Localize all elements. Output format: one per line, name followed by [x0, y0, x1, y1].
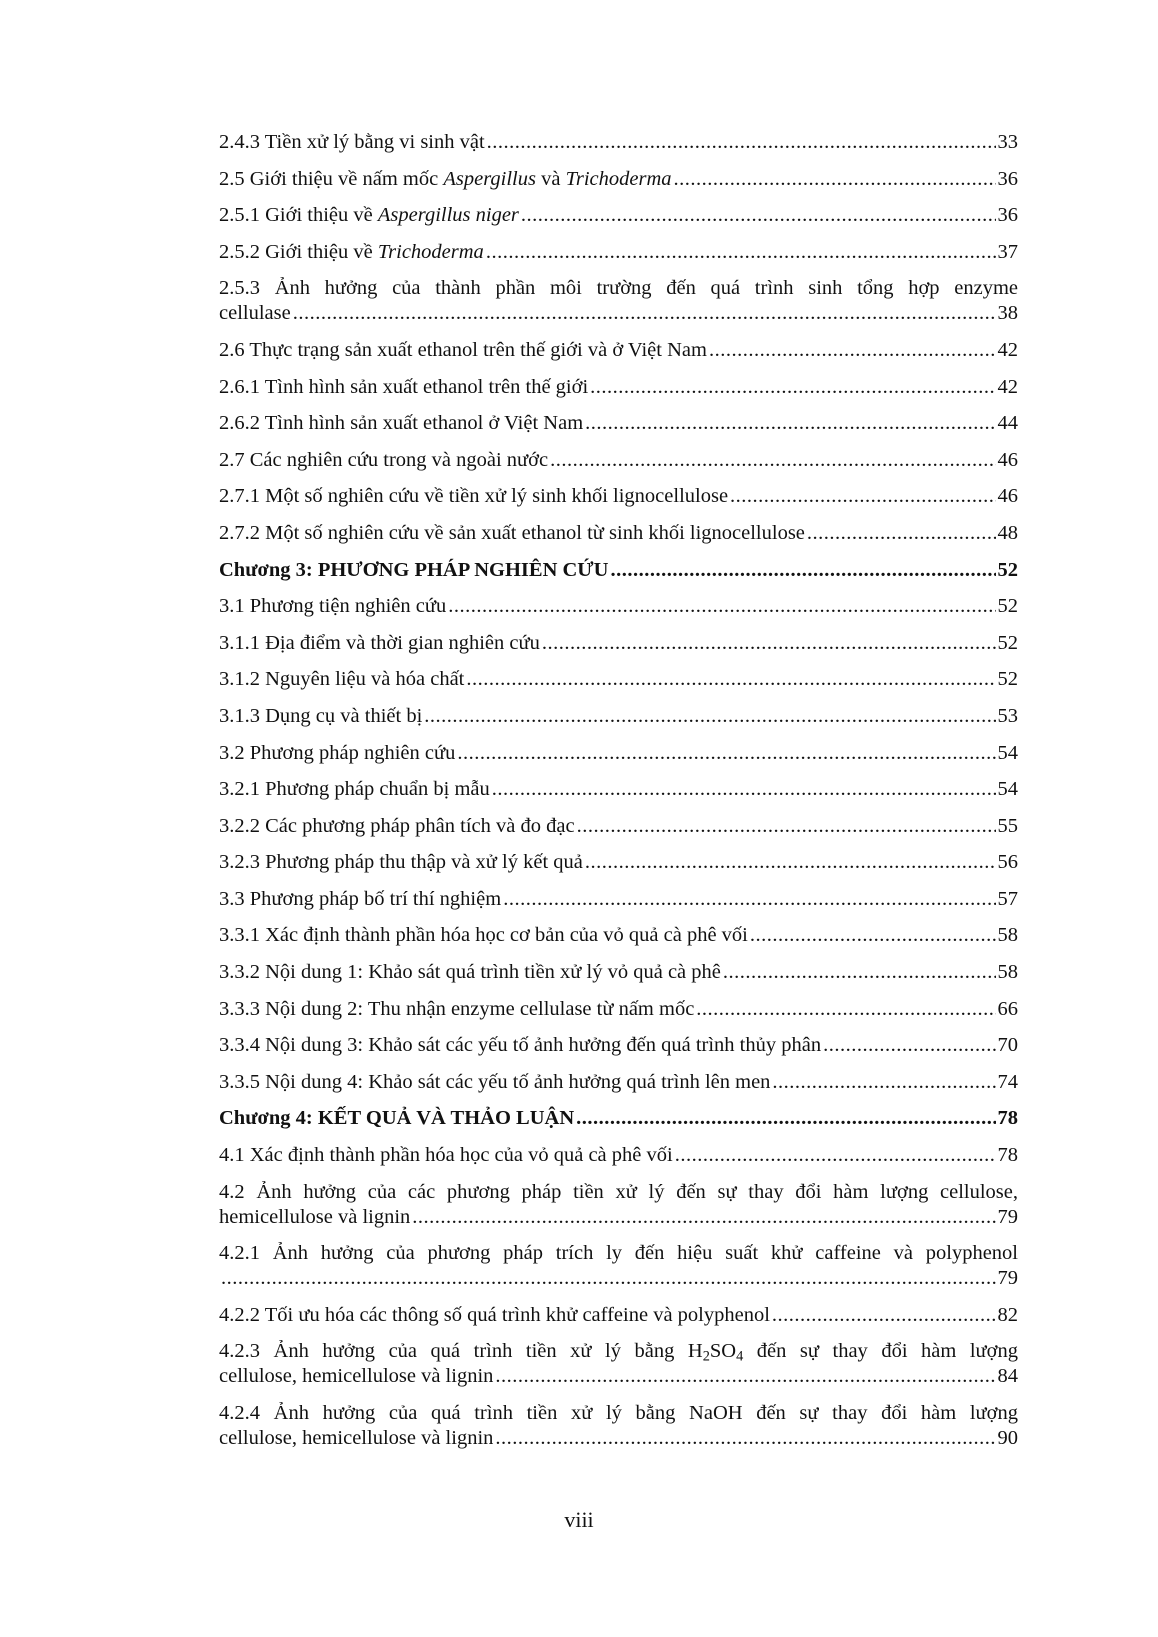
- toc-page-number: 36: [997, 167, 1018, 190]
- toc-entry-title: [219, 448, 548, 473]
- toc-text: 4.2.2 Tối ưu hóa các thông số quá trình khử caffeine và polyphenol: [219, 1303, 770, 1326]
- toc-entry[interactable]: [219, 741, 1018, 766]
- toc-text: 3.3.1 Xác định thành phần hóa học cơ bản của vỏ quả cà phê vối: [219, 924, 748, 947]
- toc-page-number: 46: [997, 448, 1018, 471]
- toc-entry[interactable]: [219, 1303, 1018, 1328]
- toc-page-number: 90: [997, 1427, 1018, 1449]
- toc-text: 3.3.4 Nội dung 3: Khảo sát các yếu tố ảnh hưởng đến quá trình thủy phân: [219, 1034, 822, 1057]
- toc-text: Chương 3: PHƯƠNG PHÁP NGHIÊN CỨU: [219, 558, 609, 581]
- toc-entry-title: [219, 167, 672, 192]
- toc-entry[interactable]: [219, 130, 1018, 155]
- toc-entry-row: [219, 558, 1018, 583]
- toc-entry-title-line: [219, 1339, 1018, 1364]
- toc-entry-title: [219, 704, 422, 729]
- toc-entry-row: [219, 777, 1018, 802]
- toc-text: cellulose, hemicellulose và lignin: [219, 1427, 494, 1449]
- toc-entry[interactable]: [219, 704, 1018, 729]
- toc-dot-leader: [674, 167, 996, 192]
- toc-text: 2.7.2 Một số nghiên cứu về sản xuất ethanol từ sinh khối lignocellulose: [219, 521, 805, 544]
- toc-entry-row: [219, 448, 1018, 473]
- toc-dot-leader: [550, 448, 995, 473]
- toc-entry-row: [219, 1266, 1018, 1291]
- toc-dot-leader: [521, 203, 996, 228]
- toc-dot-leader: [772, 1070, 995, 1095]
- toc-page-number: 57: [997, 887, 1018, 910]
- toc-entry-row: [219, 1143, 1018, 1168]
- toc-entry-row: [219, 338, 1018, 363]
- toc-page-number: 74: [997, 1070, 1018, 1093]
- toc-page-number: 70: [997, 1034, 1018, 1057]
- toc-text: 3.3 Phương pháp bố trí thí nghiệm: [219, 887, 502, 910]
- toc-italic-text: Aspergillus niger: [377, 204, 519, 227]
- toc-entry-title: [219, 1426, 493, 1451]
- toc-entry[interactable]: [219, 997, 1018, 1022]
- toc-entry-title: [219, 301, 291, 326]
- toc-dot-leader: [772, 1303, 996, 1328]
- toc-entry-row: [219, 1303, 1018, 1328]
- toc-entry[interactable]: [219, 167, 1018, 192]
- toc-dot-leader: [807, 521, 996, 546]
- toc-entry-title: [219, 850, 583, 875]
- toc-text: 3.2.3 Phương pháp thu thập và xử lý kết quả: [219, 851, 583, 874]
- toc-entry-row: [219, 484, 1018, 509]
- toc-page-number: 78: [997, 1144, 1018, 1167]
- toc-dot-leader: [576, 1106, 995, 1131]
- toc-entry-title: [219, 960, 721, 985]
- toc-text: 2.6.1 Tình hình sản xuất ethanol trên thế giới: [219, 375, 589, 398]
- toc-dot-leader: [709, 338, 996, 363]
- toc-entry-title: [219, 1106, 574, 1131]
- toc-page-number: 52: [997, 558, 1018, 581]
- toc-text: 2.4.3 Tiền xử lý bằng vi sinh vật: [219, 131, 485, 153]
- toc-text: 3.2.1 Phương pháp chuẩn bị mẫu: [219, 778, 490, 801]
- toc-text: hemicellulose và lignin: [219, 1205, 411, 1228]
- toc-page-number: 37: [997, 240, 1018, 263]
- toc-entry-title: [219, 203, 519, 228]
- toc-entry-title: [219, 338, 707, 363]
- toc-entry-row: [219, 1364, 1018, 1389]
- toc-page-number: 36: [997, 204, 1018, 227]
- toc-entry-title: [219, 484, 728, 509]
- toc-italic-text: Aspergillus: [443, 167, 536, 190]
- toc-entry-title: [219, 521, 805, 546]
- toc-dot-leader: [503, 887, 995, 912]
- toc-page-number: 82: [997, 1303, 1018, 1326]
- toc-entry-title-line: 4.2 Ảnh hưởng của các phương pháp tiền xử lý đến sự thay đổi hàm lượng cellulose,: [219, 1180, 1018, 1203]
- toc-entry-title: [219, 997, 694, 1022]
- toc-dot-leader: [585, 850, 996, 875]
- toc-entry[interactable]: [219, 521, 1018, 546]
- toc-page-number: 53: [997, 704, 1018, 727]
- toc-entry[interactable]: [219, 1401, 1018, 1451]
- toc-dot-leader: [577, 814, 996, 839]
- toc-text: 3.3.3 Nội dung 2: Thu nhận enzyme cellulase từ nấm mốc: [219, 997, 695, 1020]
- toc-entry[interactable]: [219, 631, 1018, 656]
- toc-text: 3.3.2 Nội dung 1: Khảo sát quá trình tiền xử lý vỏ quả cà phê: [219, 961, 721, 984]
- toc-dot-leader: [412, 1205, 995, 1230]
- toc-subscript: 2: [702, 1348, 710, 1365]
- toc-entry[interactable]: [219, 1070, 1018, 1095]
- toc-page-number: 58: [997, 924, 1018, 947]
- toc-text: 2.5 Giới thiệu về nấm mốc: [219, 167, 444, 190]
- toc-dot-leader: [823, 1033, 995, 1058]
- toc-page-number: 42: [997, 375, 1018, 398]
- toc-entry-title-line: 2.5.3 Ảnh hưởng của thành phần môi trường đến quá trình sinh tổng hợp enzyme: [219, 277, 1018, 300]
- toc-text: 4.1 Xác định thành phần hóa học của vỏ quả cà phê vối: [219, 1144, 673, 1167]
- toc-text: và: [535, 167, 566, 190]
- toc-dot-leader: [495, 1426, 995, 1451]
- toc-dot-leader: [487, 130, 996, 155]
- toc-entry[interactable]: [219, 240, 1018, 265]
- toc-entry[interactable]: [219, 667, 1018, 692]
- toc-chapter-entry[interactable]: [219, 558, 1018, 583]
- toc-italic-text: Trichoderma: [565, 167, 672, 190]
- toc-dot-leader: [486, 240, 996, 265]
- toc-dot-leader: [221, 1266, 996, 1291]
- toc-entry-row: [219, 594, 1018, 619]
- toc-entry[interactable]: [219, 594, 1018, 619]
- toc-entry-row: [219, 704, 1018, 729]
- toc-page-number: 54: [997, 741, 1018, 764]
- toc-entry-title: [219, 130, 485, 155]
- toc-page-number: 48: [997, 521, 1018, 544]
- toc-page-number: 42: [997, 338, 1018, 361]
- toc-entry-title: [219, 411, 583, 436]
- toc-dot-leader: [585, 411, 995, 436]
- toc-dot-leader: [750, 923, 996, 948]
- toc-entry-row: [219, 411, 1018, 436]
- toc-entry-row: [219, 1205, 1018, 1230]
- toc-entry-title: [219, 558, 608, 583]
- toc-page-number: 52: [997, 631, 1018, 654]
- toc-entry-row: [219, 741, 1018, 766]
- toc-text: 3.3.5 Nội dung 4: Khảo sát các yếu tố ảnh hưởng quá trình lên men: [219, 1070, 771, 1093]
- toc-entry-title: [219, 923, 748, 948]
- toc-entry-row: [219, 887, 1018, 912]
- toc-entry-title: [219, 887, 501, 912]
- toc-text: đến sự thay đổi hàm lượng: [743, 1340, 1018, 1363]
- toc-entry-title: [219, 240, 484, 265]
- toc-entry-row: [219, 923, 1018, 948]
- toc-entry[interactable]: [219, 1143, 1018, 1168]
- toc-page-number: 79: [997, 1267, 1018, 1290]
- toc-entry-row: [219, 301, 1018, 326]
- toc-page-number: 55: [997, 814, 1018, 837]
- toc-page-number: 52: [997, 595, 1018, 618]
- toc-entry-row: [219, 1106, 1018, 1131]
- toc-text: 2.7 Các nghiên cứu trong và ngoài nước: [219, 448, 549, 471]
- toc-text: 2.5.1 Giới thiệu về: [219, 204, 378, 227]
- toc-text: 2.7.1 Một số nghiên cứu về tiền xử lý sinh khối lignocellulose: [219, 485, 729, 508]
- toc-text: Chương 4: KẾT QUẢ VÀ THẢO LUẬN: [219, 1107, 575, 1130]
- toc-entry-row: [219, 667, 1018, 692]
- toc-page-number: 52: [997, 668, 1018, 691]
- toc-entry-row: [219, 960, 1018, 985]
- toc-entry[interactable]: [219, 850, 1018, 875]
- toc-entry[interactable]: [219, 777, 1018, 802]
- toc-entry[interactable]: [219, 1339, 1018, 1389]
- toc-entry-title: [219, 594, 446, 619]
- toc-entry-title: [219, 631, 540, 656]
- toc-entry[interactable]: [219, 276, 1018, 326]
- toc-dot-leader: [590, 375, 995, 400]
- toc-page-number: 66: [997, 997, 1018, 1020]
- toc-dot-leader: [542, 631, 996, 656]
- toc-entry[interactable]: [219, 448, 1018, 473]
- toc-entry-title: [219, 1364, 493, 1389]
- toc-entry-title: [219, 375, 588, 400]
- toc-entry[interactable]: [219, 1241, 1018, 1291]
- toc-entry[interactable]: [219, 338, 1018, 363]
- toc-text: 3.1.3 Dụng cụ và thiết bị: [219, 704, 423, 727]
- toc-entry-row: [219, 167, 1018, 192]
- toc-dot-leader: [448, 594, 995, 619]
- toc-dot-leader: [610, 558, 995, 583]
- toc-page-number: 44: [997, 412, 1018, 435]
- toc-entry-title: [219, 814, 575, 839]
- page-number: viii: [564, 1507, 594, 1532]
- toc-dot-leader: [495, 1364, 995, 1389]
- toc-page-number: 46: [997, 485, 1018, 508]
- toc-entry-row: [219, 240, 1018, 265]
- toc-entry-title: [219, 667, 464, 692]
- toc-text: 2.6.2 Tình hình sản xuất ethanol ở Việt Nam: [219, 412, 584, 435]
- toc-entry-row: [219, 1070, 1018, 1095]
- toc-entry[interactable]: [219, 887, 1018, 912]
- toc-page-number: 56: [997, 851, 1018, 874]
- toc-entry[interactable]: [219, 484, 1018, 509]
- toc-entry[interactable]: [219, 375, 1018, 400]
- toc-entry[interactable]: [219, 1033, 1018, 1058]
- toc-page-number: 33: [997, 131, 1018, 153]
- toc-entry-title: [219, 1303, 770, 1328]
- toc-text: 3.2 Phương pháp nghiên cứu: [219, 741, 456, 764]
- toc-text: 3.1 Phương tiện nghiên cứu: [219, 595, 447, 618]
- toc-entry-title: [219, 741, 455, 766]
- toc-page-number: 38: [997, 302, 1018, 325]
- toc-entry-title: [219, 1070, 770, 1095]
- toc-entry-title-line: 4.2.4 Ảnh hưởng của quá trình tiền xử lý bằng NaOH đến sự thay đổi hàm lượng: [219, 1402, 1018, 1424]
- toc-entry-row: [219, 375, 1018, 400]
- toc-entry-row: [219, 1426, 1018, 1451]
- toc-text: 3.2.2 Các phương pháp phân tích và đo đạc: [219, 814, 575, 837]
- toc-list: [219, 130, 1018, 1451]
- toc-page-number: 54: [997, 778, 1018, 801]
- toc-dot-leader: [293, 301, 996, 326]
- toc-dot-leader: [424, 704, 995, 729]
- toc-entry-row: [219, 203, 1018, 228]
- toc-dot-leader: [675, 1143, 996, 1168]
- toc-dot-leader: [696, 997, 995, 1022]
- toc-dot-leader: [723, 960, 996, 985]
- toc-entry[interactable]: [219, 923, 1018, 948]
- toc-dot-leader: [730, 484, 995, 509]
- toc-page-number: 84: [997, 1365, 1018, 1388]
- toc-entry-title: [219, 1205, 410, 1230]
- toc-entry-title-line: 4.2.1 Ảnh hưởng của phương pháp trích ly đến hiệu suất khử caffeine và polyphenol: [219, 1242, 1018, 1265]
- toc-text: 4.2.3 Ảnh hưởng của quá trình tiền xử lý bằng H: [219, 1340, 703, 1363]
- toc-entry-row: [219, 850, 1018, 875]
- toc-entry-title: [219, 1033, 821, 1058]
- toc-chapter-entry[interactable]: [219, 1106, 1018, 1131]
- toc-italic-text: Trichoderma: [377, 240, 484, 263]
- toc-entry-row: [219, 521, 1018, 546]
- toc-entry[interactable]: [219, 814, 1018, 839]
- toc-page-number: 58: [997, 961, 1018, 984]
- toc-entry[interactable]: [219, 203, 1018, 228]
- toc-entry-row: [219, 997, 1018, 1022]
- toc-text: cellulose, hemicellulose và lignin: [219, 1365, 494, 1388]
- toc-entry-row: [219, 814, 1018, 839]
- toc-text: 3.1.1 Địa điểm và thời gian nghiên cứu: [219, 631, 540, 654]
- toc-text: SO: [709, 1340, 737, 1363]
- toc-entry-row: [219, 631, 1018, 656]
- toc-page-number: 79: [997, 1205, 1018, 1228]
- toc-text: cellulase: [219, 302, 291, 325]
- toc-entry-row: [219, 1033, 1018, 1058]
- toc-text: 2.5.2 Giới thiệu về: [219, 240, 378, 263]
- table-of-contents: [219, 130, 1018, 1463]
- toc-entry-row: [219, 130, 1018, 155]
- toc-entry-title: [219, 777, 490, 802]
- toc-text: 3.1.2 Nguyên liệu và hóa chất: [219, 668, 465, 691]
- toc-dot-leader: [492, 777, 996, 802]
- toc-dot-leader: [466, 667, 995, 692]
- toc-subscript: 4: [736, 1348, 744, 1365]
- toc-dot-leader: [457, 741, 995, 766]
- toc-entry[interactable]: [219, 411, 1018, 436]
- toc-entry-title: [219, 1143, 673, 1168]
- toc-entry[interactable]: [219, 960, 1018, 985]
- toc-text: 2.6 Thực trạng sản xuất ethanol trên thế giới và ở Việt Nam: [219, 338, 707, 361]
- toc-page-number: 78: [997, 1107, 1018, 1130]
- toc-entry[interactable]: [219, 1180, 1018, 1230]
